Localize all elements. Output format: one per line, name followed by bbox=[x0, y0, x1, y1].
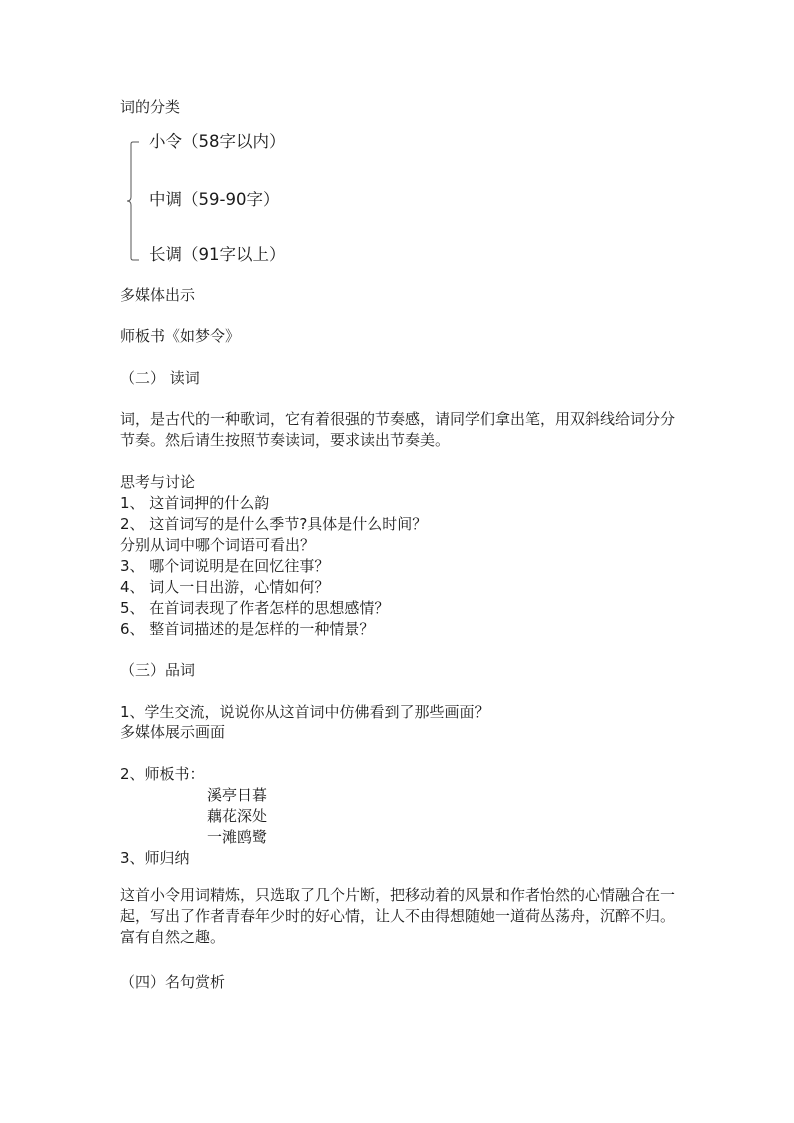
question-2-sub: 分别从词中哪个词语可看出？ bbox=[120, 536, 316, 554]
question-5: 5、 在首词表现了作者怎样的思想感情？ bbox=[120, 599, 390, 617]
question-3: 3、 哪个词说明是在回忆往事？ bbox=[120, 557, 330, 575]
question-2: 2、 这首词写的是什么季节?具体是什么时间？ bbox=[120, 515, 428, 533]
board-item-2: 藕花深处 bbox=[207, 807, 268, 825]
s3-item2: 2、师板书： bbox=[120, 765, 205, 783]
section2-text: 词，是古代的一种歌词，它有着很强的节奏感，请同学们拿出笔，用双斜线给词分分节奏。然后请生按照节奏读词，要求读出节奏美。 bbox=[120, 410, 676, 449]
s3-item3: 3、师归纳 bbox=[120, 849, 190, 867]
teacher-board: 师板书《如梦令》 bbox=[120, 327, 241, 345]
brace-bracket bbox=[125, 140, 145, 262]
board-item-3: 一滩鸥鹭 bbox=[207, 828, 268, 846]
question-1: 1、 这首词押的什么韵 bbox=[120, 494, 270, 512]
heading: 词的分类 bbox=[120, 98, 181, 116]
board-item-1: 溪亭日暮 bbox=[207, 786, 268, 804]
s3-item1: 1、学生交流，说说你从这首词中仿佛看到了那些画面？ bbox=[120, 703, 490, 721]
question-6: 6、 整首词描述的是怎样的一种情景？ bbox=[120, 620, 375, 638]
discussion-title: 思考与讨论 bbox=[120, 473, 196, 491]
question-4: 4、 词人一日出游，心情如何？ bbox=[120, 578, 330, 596]
summary-paragraph: 这首小令用词精炼，只选取了几个片断，把移动着的风景和作者怡然的心情融合在一起，写出了作者青春年少时的好心情，让人不由得想随她一道荷丛荡舟，沉醉不归。富有自然之趣。 bbox=[120, 886, 676, 946]
section3-title: （三）品词 bbox=[120, 661, 196, 679]
multimedia-show: 多媒体出示 bbox=[120, 286, 196, 304]
s3-item1-sub: 多媒体展示画面 bbox=[120, 723, 226, 741]
section2-title: （二） 读词 bbox=[120, 369, 200, 387]
classification-short: 小令（58字以内） bbox=[149, 132, 286, 151]
section4-title: （四）名句赏析 bbox=[120, 973, 226, 991]
classification-medium: 中调（59-90字） bbox=[149, 190, 280, 209]
classification-long: 长调（91字以上） bbox=[149, 245, 286, 264]
